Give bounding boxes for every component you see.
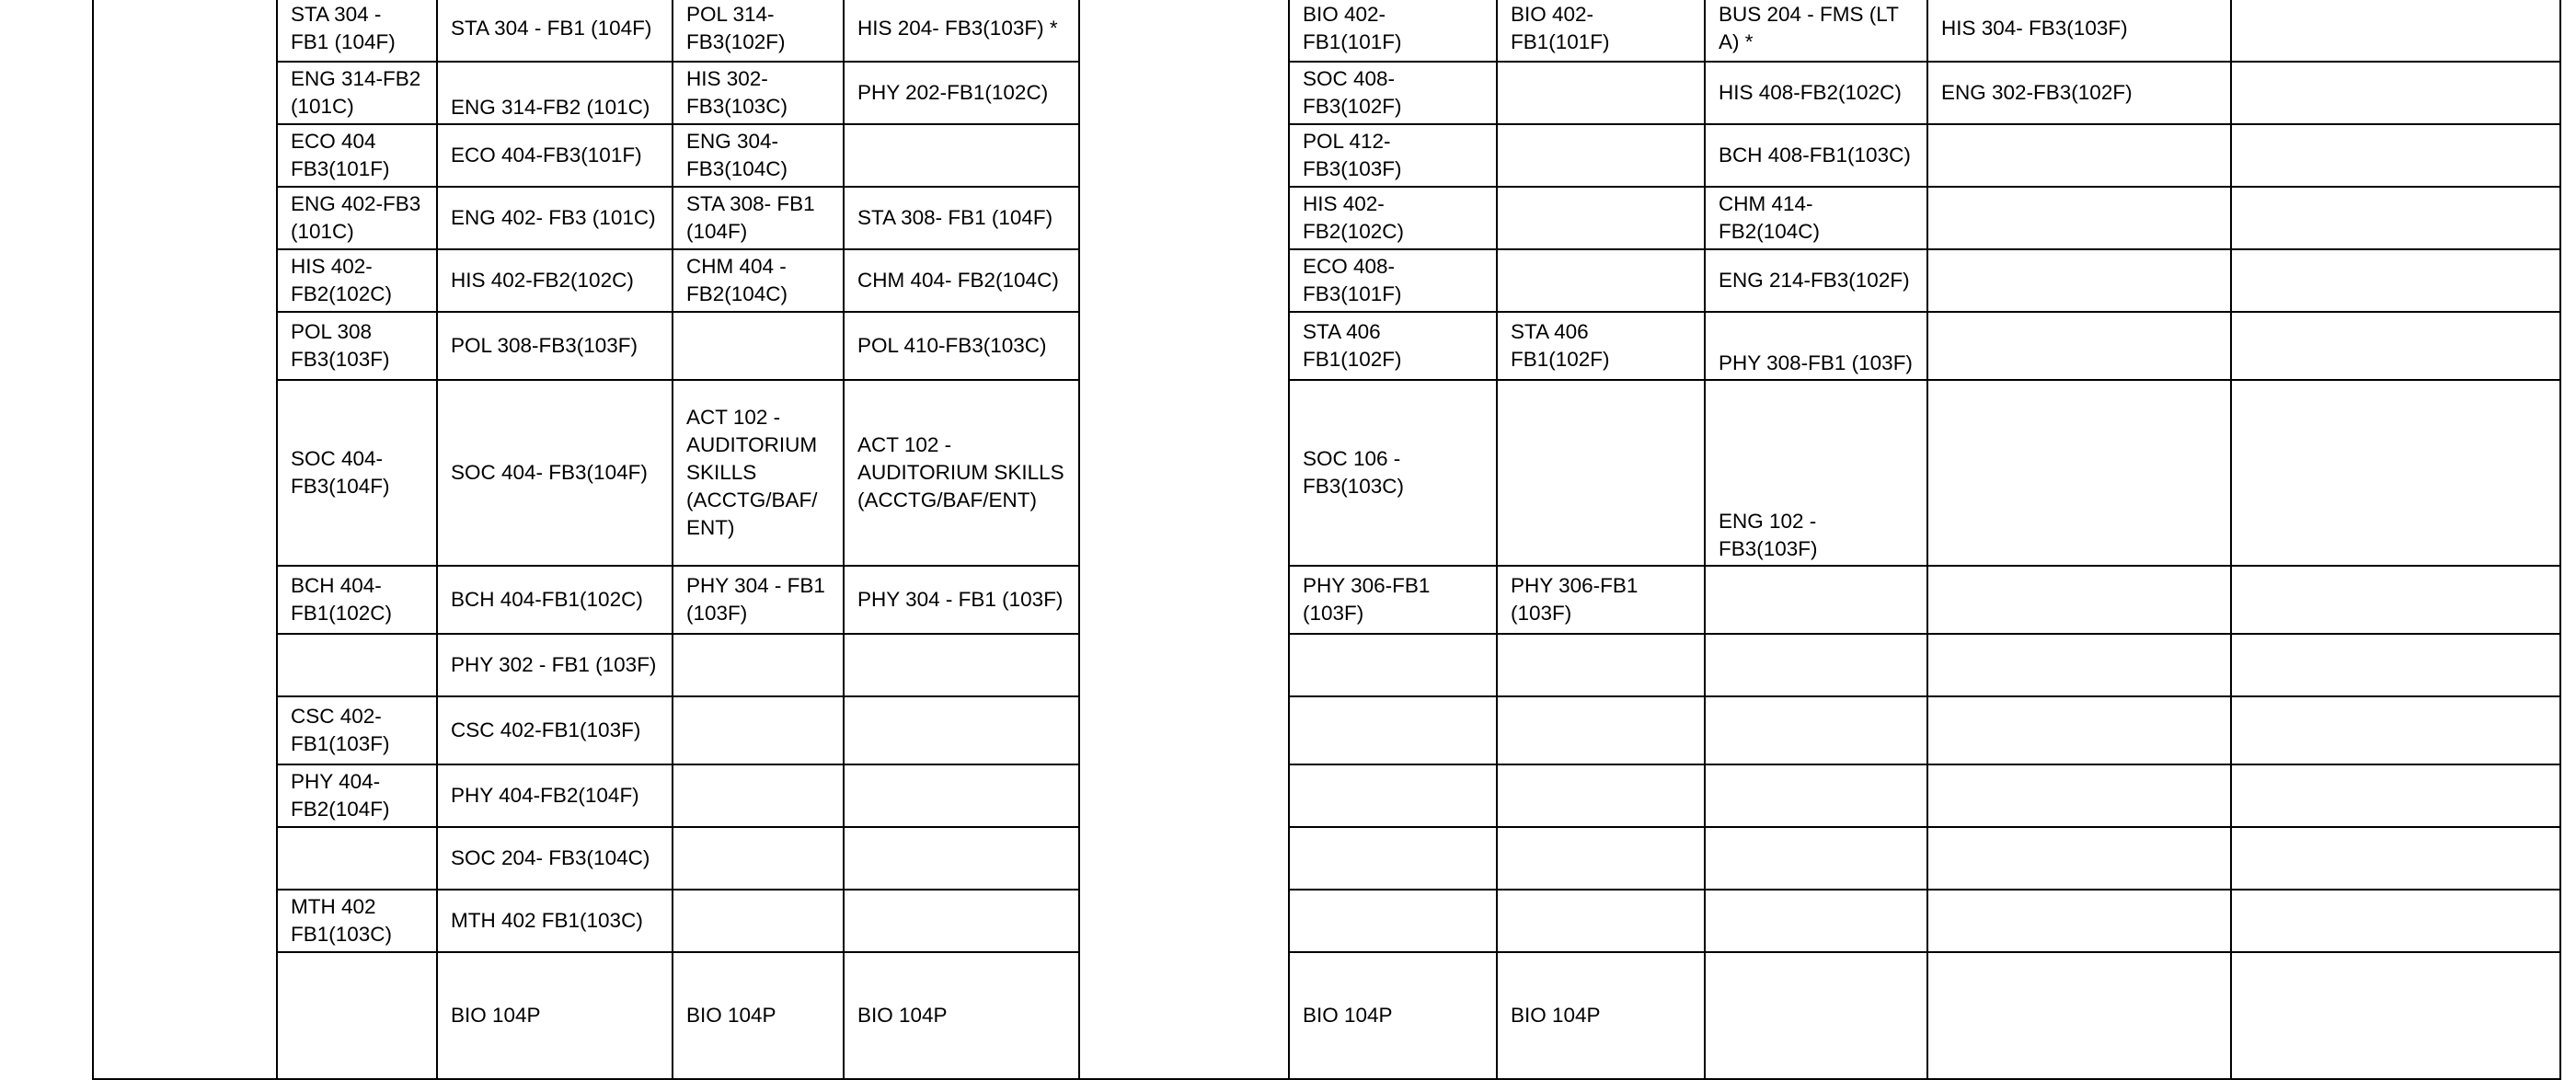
table-cell: HIS 402-FB2(102C): [277, 249, 437, 312]
table-cell: POL 412-FB3(103F): [1289, 124, 1497, 187]
table-cell: HIS 302-FB3(103C): [673, 62, 844, 124]
table-cell: [1289, 764, 1497, 827]
table-cell: CHM 414-FB2(104C): [1705, 187, 1927, 249]
table-cell: STA 308- FB1 (104F): [673, 187, 844, 249]
table-cell: PHY 302 - FB1 (103F): [437, 634, 673, 696]
table-cell: BIO 402-FB1(101F): [1289, 0, 1497, 62]
table-row: [93, 380, 2560, 566]
table-cell: [673, 312, 844, 380]
table-cell: [673, 696, 844, 764]
table-cell: [844, 764, 1079, 827]
table-cell: [673, 764, 844, 827]
table-cell: [2231, 890, 2560, 952]
table-cell: ENG 314-FB2 (101C): [277, 62, 437, 124]
table-cell: [1497, 124, 1705, 187]
table-cell: MTH 402 FB1(103C): [437, 890, 673, 952]
table-cell: [1927, 634, 2231, 696]
table-cell: [1927, 827, 2231, 890]
table-cell: HIS 402-FB2(102C): [437, 249, 673, 312]
table-cell: [1497, 827, 1705, 890]
table-cell: PHY 304 - FB1 (103F): [673, 566, 844, 634]
table-cell: ENG 302-FB3(102F): [1927, 62, 2231, 124]
table-cell: [1497, 62, 1705, 124]
table-cell: [1927, 187, 2231, 249]
table-cell: STA 304 - FB1 (104F): [277, 0, 437, 62]
table-cell: STA 406 FB1(102F): [1289, 312, 1497, 380]
table-row: [93, 187, 2560, 249]
table-cell: [2231, 124, 2560, 187]
table-cell: [673, 890, 844, 952]
table-cell: [1705, 952, 1927, 1079]
table-cell: [2231, 62, 2560, 124]
table-cell: POL 308 FB3(103F): [277, 312, 437, 380]
table-cell: STA 308- FB1 (104F): [844, 187, 1079, 249]
table-cell: [1927, 312, 2231, 380]
table-cell: [1927, 890, 2231, 952]
table-cell: [1497, 634, 1705, 696]
table-cell: [1497, 380, 1705, 566]
table-cell: [1705, 634, 1927, 696]
table-row: [93, 249, 2560, 312]
table-cell: STA 304 - FB1 (104F): [437, 0, 673, 62]
table-cell: [2231, 764, 2560, 827]
table-cell: BUS 204 - FMS (LT A) *: [1705, 0, 1927, 62]
table-cell: SOC 204- FB3(104C): [437, 827, 673, 890]
table-cell: [277, 634, 437, 696]
table-cell: STA 406 FB1(102F): [1497, 312, 1705, 380]
table-cell: PHY 306-FB1 (103F): [1289, 566, 1497, 634]
table-cell: [1927, 764, 2231, 827]
table-cell: [277, 827, 437, 890]
table-cell: [2231, 0, 2560, 62]
table-row: [93, 890, 2560, 952]
table-cell: [2231, 634, 2560, 696]
table-cell: BIO 104P: [673, 952, 844, 1079]
table-cell: SOC 404-FB3(104F): [277, 380, 437, 566]
table-cell: BIO 402-FB1(101F): [1497, 0, 1705, 62]
table-cell: [2231, 952, 2560, 1079]
table-cell: BCH 404-FB1(102C): [437, 566, 673, 634]
table-cell: [1289, 890, 1497, 952]
table-row: [93, 0, 2560, 62]
table-row: [93, 764, 2560, 827]
table-cell: [844, 634, 1079, 696]
table-cell: POL 410-FB3(103C): [844, 312, 1079, 380]
table-cell: POL 308-FB3(103F): [437, 312, 673, 380]
table-cell: PHY 202-FB1(102C): [844, 62, 1079, 124]
table-cell: [277, 952, 437, 1079]
table-cell: PHY 304 - FB1 (103F): [844, 566, 1079, 634]
table-cell: BCH 404-FB1(102C): [277, 566, 437, 634]
table-cell: [1497, 696, 1705, 764]
left-margin-cell: [93, 0, 277, 1079]
gap-column-cell: [1079, 0, 1289, 1079]
table-cell: CHM 404 - FB2(104C): [673, 249, 844, 312]
table-cell: CHM 404- FB2(104C): [844, 249, 1079, 312]
table-cell: HIS 204- FB3(103F) *: [844, 0, 1079, 62]
table-cell: BIO 104P: [1289, 952, 1497, 1079]
table-cell: PHY 306-FB1 (103F): [1497, 566, 1705, 634]
table-cell: [1289, 634, 1497, 696]
table-cell: [2231, 566, 2560, 634]
table-cell: ENG 102 - FB3(103F): [1705, 380, 1927, 566]
table-row: [93, 952, 2560, 1079]
table-cell: SOC 106 - FB3(103C): [1289, 380, 1497, 566]
table-cell: [1705, 696, 1927, 764]
table-cell: PHY 404-FB2(104F): [277, 764, 437, 827]
table-cell: SOC 408-FB3(102F): [1289, 62, 1497, 124]
table-cell: ENG 402-FB3 (101C): [277, 187, 437, 249]
table-cell: [673, 634, 844, 696]
table-cell: BIO 104P: [844, 952, 1079, 1079]
table-cell: [2231, 187, 2560, 249]
table-cell: [2231, 249, 2560, 312]
table-cell: ACT 102 - AUDITORIUM SKILLS (ACCTG/BAF/ENT): [844, 380, 1079, 566]
table-row: [93, 696, 2560, 764]
table-cell: [1289, 827, 1497, 890]
table-row: [93, 124, 2560, 187]
table-row: [93, 62, 2560, 124]
table-cell: PHY 308-FB1 (103F): [1705, 312, 1927, 380]
table-cell: [673, 827, 844, 890]
table-cell: ENG 402- FB3 (101C): [437, 187, 673, 249]
table-cell: [1927, 696, 2231, 764]
table-cell: [1497, 249, 1705, 312]
table-cell: BCH 408-FB1(103C): [1705, 124, 1927, 187]
table-cell: ENG 314-FB2 (101C): [437, 62, 673, 124]
table-cell: [1927, 249, 2231, 312]
table-row: [93, 827, 2560, 890]
table-cell: BIO 104P: [1497, 952, 1705, 1079]
table-cell: CSC 402-FB1(103F): [437, 696, 673, 764]
table-cell: [1289, 696, 1497, 764]
table-cell: [844, 827, 1079, 890]
table-cell: [1705, 890, 1927, 952]
table-cell: [844, 696, 1079, 764]
table-cell: SOC 404- FB3(104F): [437, 380, 673, 566]
table-cell: [1705, 566, 1927, 634]
table-row: [93, 312, 2560, 380]
table-cell: [844, 124, 1079, 187]
table-cell: POL 314-FB3(102F): [673, 0, 844, 62]
table-cell: ENG 304-FB3(104C): [673, 124, 844, 187]
table-cell: HIS 402-FB2(102C): [1289, 187, 1497, 249]
table-cell: [1927, 566, 2231, 634]
table-cell: ACT 102 - AUDITORIUM SKILLS (ACCTG/BAF/ENT): [673, 380, 844, 566]
table-cell: BIO 104P: [437, 952, 673, 1079]
table-row: [93, 566, 2560, 634]
table-cell: [1927, 124, 2231, 187]
table-cell: ECO 404-FB3(101F): [437, 124, 673, 187]
table-cell: ENG 214-FB3(102F): [1705, 249, 1927, 312]
table-cell: [1497, 890, 1705, 952]
table-cell: HIS 304- FB3(103F): [1927, 0, 2231, 62]
table-cell: ECO 404 FB3(101F): [277, 124, 437, 187]
table-row: [93, 634, 2560, 696]
table-cell: CSC 402-FB1(103F): [277, 696, 437, 764]
timetable-grid: [92, 0, 2561, 1080]
table-cell: [1497, 764, 1705, 827]
table-cell: [1927, 380, 2231, 566]
table-cell: [2231, 827, 2560, 890]
table-cell: PHY 404-FB2(104F): [437, 764, 673, 827]
table-cell: [1927, 952, 2231, 1079]
table-cell: ECO 408-FB3(101F): [1289, 249, 1497, 312]
table-cell: [844, 890, 1079, 952]
table-cell: [1497, 187, 1705, 249]
table-cell: [1705, 827, 1927, 890]
table-cell: [2231, 312, 2560, 380]
table-cell: [2231, 380, 2560, 566]
table-cell: HIS 408-FB2(102C): [1705, 62, 1927, 124]
table-cell: [1705, 764, 1927, 827]
table-cell: MTH 402 FB1(103C): [277, 890, 437, 952]
timetable-body: [93, 0, 2560, 1079]
table-cell: [2231, 696, 2560, 764]
